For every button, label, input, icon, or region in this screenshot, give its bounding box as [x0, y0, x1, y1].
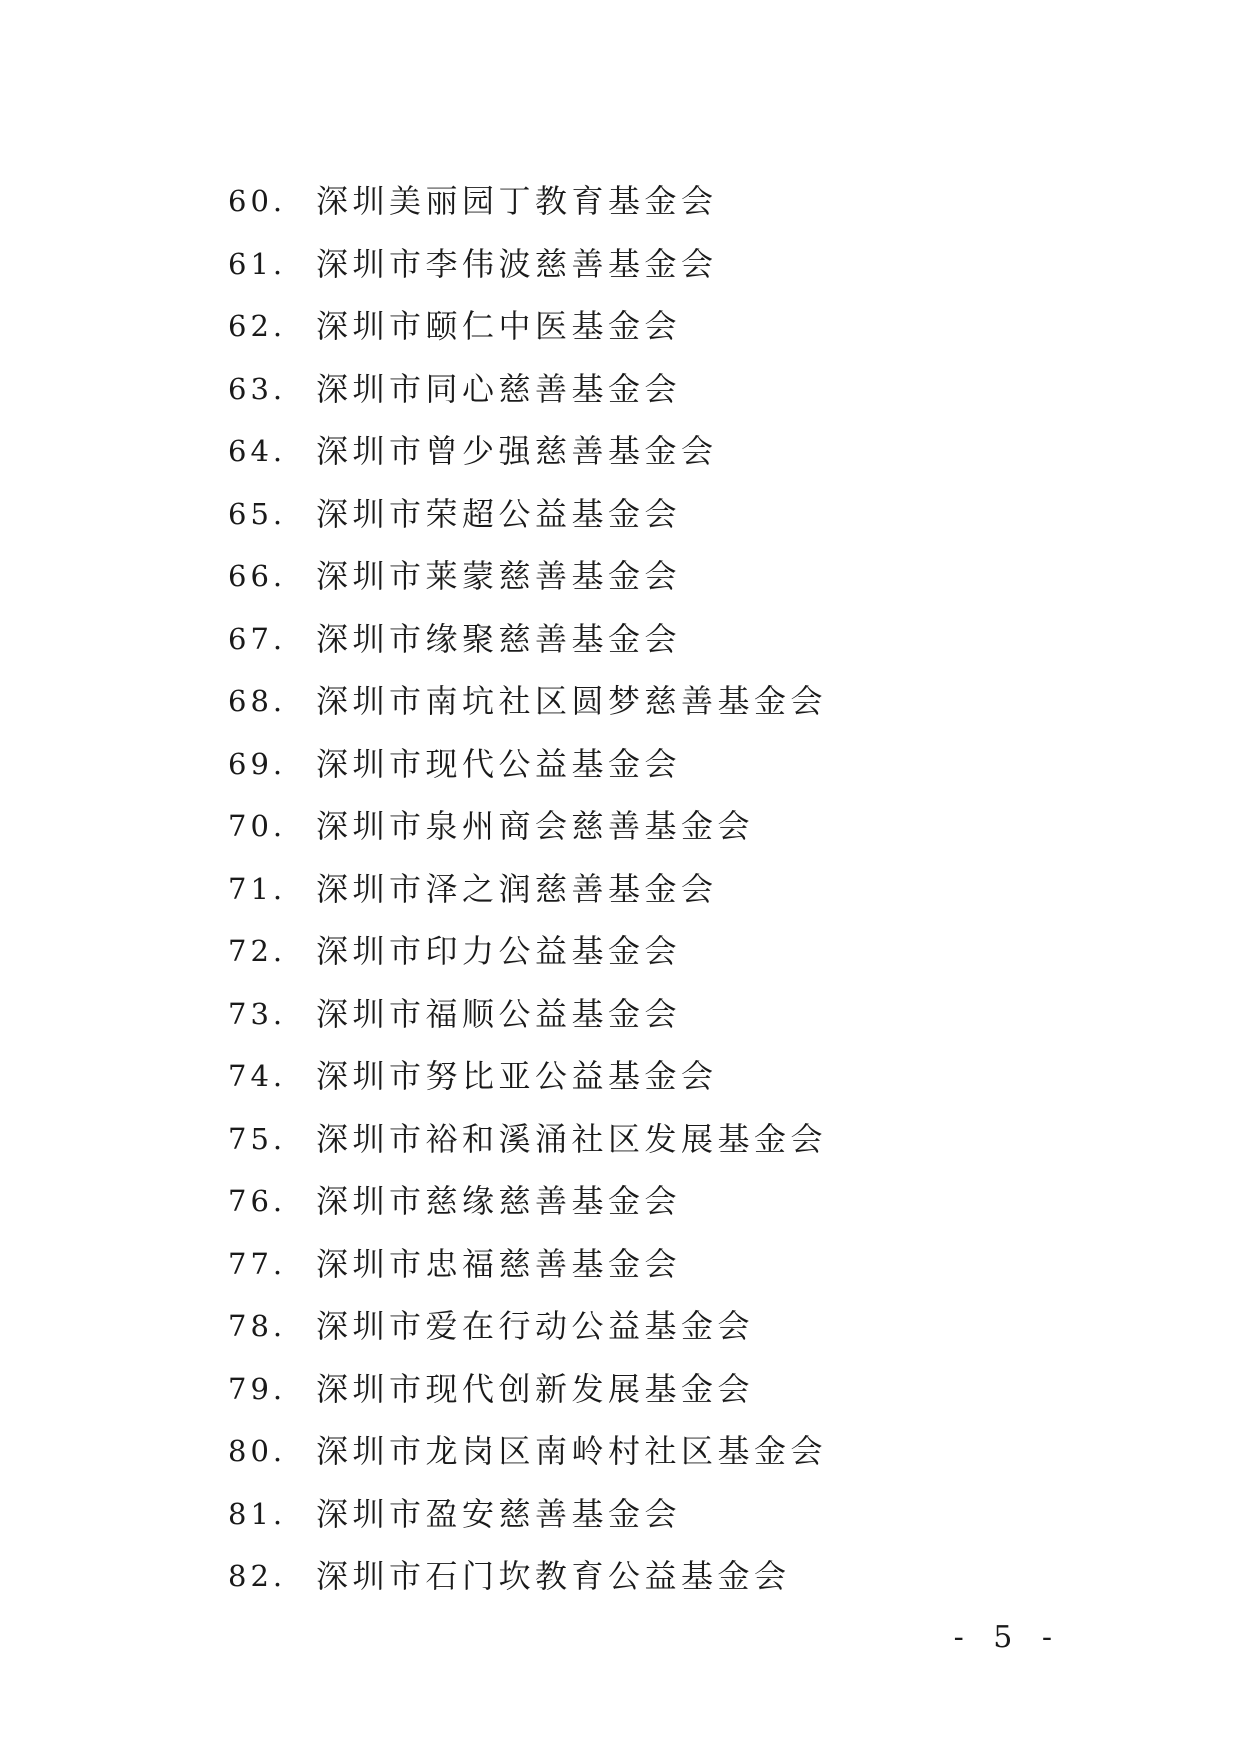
item-number: 74. — [228, 1059, 287, 1093]
foundation-name: 深圳市爱在行动公益基金会 — [316, 1307, 755, 1345]
foundation-name: 深圳市颐仁中医基金会 — [316, 307, 682, 345]
item-number: 72. — [228, 934, 287, 968]
foundation-name: 深圳市泽之润慈善基金会 — [316, 869, 718, 908]
list-item — [0, 1483, 1240, 1546]
list-item — [0, 983, 1240, 1046]
list-item — [0, 1233, 1240, 1296]
foundation-list — [0, 170, 1240, 1608]
list-item — [0, 483, 1240, 546]
foundation-name: 深圳市盈安慈善基金会 — [316, 1494, 682, 1533]
item-number: 79. — [228, 1371, 287, 1406]
list-item — [0, 733, 1240, 796]
list-item — [0, 233, 1240, 296]
list-item — [0, 545, 1240, 608]
item-number: 66. — [228, 559, 287, 593]
item-number: 69. — [228, 746, 287, 781]
foundation-name: 深圳市忠福慈善基金会 — [316, 1244, 682, 1283]
list-item — [0, 295, 1240, 358]
list-item — [0, 420, 1240, 483]
foundation-name: 深圳市曾少强慈善基金会 — [316, 432, 718, 470]
foundation-name: 深圳市努比亚公益基金会 — [316, 1057, 718, 1095]
item-number: 80. — [228, 1434, 287, 1468]
item-number: 61. — [228, 246, 287, 281]
item-number: 78. — [228, 1309, 287, 1343]
foundation-name: 深圳市福顺公益基金会 — [316, 994, 682, 1033]
item-number: 77. — [228, 1246, 287, 1281]
foundation-name: 深圳市现代创新发展基金会 — [316, 1369, 755, 1408]
item-number: 60. — [228, 184, 287, 218]
list-item — [0, 1108, 1240, 1171]
item-number: 70. — [228, 809, 287, 843]
list-item — [0, 1295, 1240, 1358]
foundation-name: 深圳市印力公益基金会 — [316, 932, 682, 970]
list-item — [0, 670, 1240, 733]
list-item — [0, 170, 1240, 233]
item-number: 62. — [228, 309, 287, 343]
item-number: 82. — [228, 1559, 287, 1593]
foundation-name: 深圳市同心慈善基金会 — [316, 369, 682, 408]
list-item — [0, 1420, 1240, 1483]
foundation-name: 深圳市慈缘慈善基金会 — [316, 1182, 682, 1220]
list-item — [0, 795, 1240, 858]
list-item — [0, 358, 1240, 421]
list-item — [0, 1358, 1240, 1421]
item-number: 68. — [228, 684, 287, 718]
item-number: 64. — [228, 434, 287, 468]
list-item — [0, 1045, 1240, 1108]
foundation-name: 深圳市龙岗区南岭村社区基金会 — [316, 1432, 828, 1470]
item-number: 81. — [228, 1496, 287, 1531]
foundation-name: 深圳市裕和溪涌社区发展基金会 — [316, 1119, 828, 1158]
list-item — [0, 1545, 1240, 1608]
item-number: 71. — [228, 871, 287, 906]
list-item — [0, 1170, 1240, 1233]
item-number: 65. — [228, 496, 287, 531]
foundation-name: 深圳市泉州商会慈善基金会 — [316, 807, 755, 845]
item-number: 63. — [228, 371, 287, 406]
item-number: 76. — [228, 1184, 287, 1218]
foundation-name: 深圳市南坑社区圆梦慈善基金会 — [316, 682, 828, 720]
list-item — [0, 858, 1240, 921]
item-number: 67. — [228, 621, 287, 656]
foundation-name: 深圳市石门坎教育公益基金会 — [316, 1557, 791, 1595]
foundation-name: 深圳美丽园丁教育基金会 — [316, 182, 718, 220]
foundation-name: 深圳市现代公益基金会 — [316, 744, 682, 783]
foundation-name: 深圳市莱蒙慈善基金会 — [316, 557, 682, 595]
item-number: 75. — [228, 1121, 287, 1156]
list-item — [0, 608, 1240, 671]
foundation-name: 深圳市李伟波慈善基金会 — [316, 244, 718, 283]
foundation-name: 深圳市荣超公益基金会 — [316, 494, 682, 533]
list-item — [0, 920, 1240, 983]
page-number: - 5 - — [953, 1620, 1062, 1655]
foundation-name: 深圳市缘聚慈善基金会 — [316, 619, 682, 658]
item-number: 73. — [228, 996, 287, 1031]
